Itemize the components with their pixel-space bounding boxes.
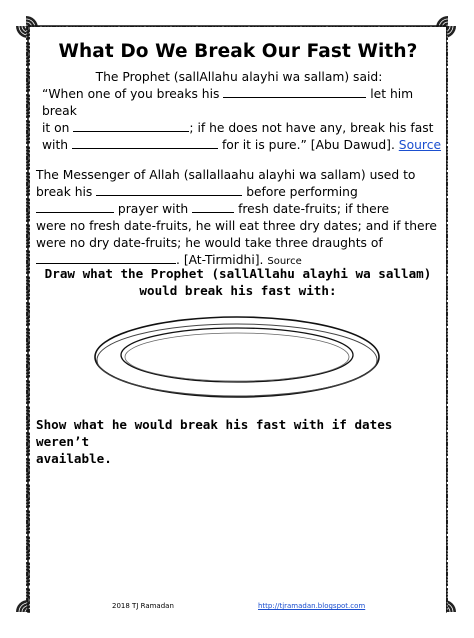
hadith-2 [36, 167, 442, 270]
fill-blank[interactable] [72, 137, 218, 149]
show-prompt-line-2: available. [36, 451, 112, 466]
hadith-1 [36, 69, 442, 154]
hadith-1-line-3 [36, 137, 442, 154]
plate-drawing-area[interactable] [92, 313, 382, 403]
hadith-2-text: . [At-Tirmidhi]. [176, 253, 264, 267]
hadith-1-text: with [42, 138, 69, 152]
draw-prompt-line-1: Draw what the Prophet (sallAllahu alayhi wa sallam) [44, 266, 432, 281]
hadith-2-line-1: The Messenger of Allah (sallallaahu alayhi wa sallam) used to [36, 168, 416, 182]
hadith-1-text: let him break [42, 87, 414, 118]
hadith-2-text: break his [36, 185, 93, 199]
hadith-1-text: “When one of you breaks his [42, 87, 220, 101]
show-prompt [36, 416, 446, 467]
source-link[interactable]: Source [398, 138, 442, 152]
hadith-2-text: fresh date-fruits; if there [238, 202, 390, 216]
hadith-1-text: for it is pure.” [Abu Dawud]. [221, 138, 395, 152]
fill-blank[interactable] [36, 252, 176, 264]
draw-prompt-line-2: would break his fast with: [139, 283, 337, 298]
fill-blank[interactable] [36, 201, 114, 213]
hadith-2-line-4: were no fresh date-fruits, he will eat three dry dates; and if there [36, 219, 437, 233]
footer-copyright: 2018 TJ Ramadan [112, 602, 174, 610]
worksheet [30, 27, 446, 617]
hadith-2-line-3 [36, 201, 442, 218]
hadith-2-line-5: were no dry date-fruits; he would take three draughts of [36, 236, 383, 250]
fill-blank[interactable] [96, 184, 242, 196]
fill-blank[interactable] [192, 201, 234, 213]
hadith-2-text: prayer with [117, 202, 189, 216]
worksheet-title: What Do We Break Our Fast With? [58, 41, 418, 62]
footer-url-link[interactable]: http://tjramadan.blogspot.com [258, 602, 366, 610]
draw-prompt [30, 265, 446, 299]
show-prompt-line-1: Show what he would break his fast with if dates weren’t [36, 417, 393, 449]
fill-blank[interactable] [223, 86, 366, 98]
hadith-1-line-2 [36, 120, 442, 137]
hadith-1-text: ; if he does not have any, break his fast [189, 121, 434, 135]
hadith-1-intro: The Prophet (sallAllahu alayhi wa sallam) said: [95, 70, 383, 84]
hadith-2-text: before performing [246, 185, 358, 199]
source-label: Source [267, 256, 302, 267]
fill-blank[interactable] [73, 120, 189, 132]
hadith-2-line-2 [36, 184, 442, 201]
hadith-1-line-1 [36, 86, 442, 120]
hadith-1-text: it on [42, 121, 70, 135]
